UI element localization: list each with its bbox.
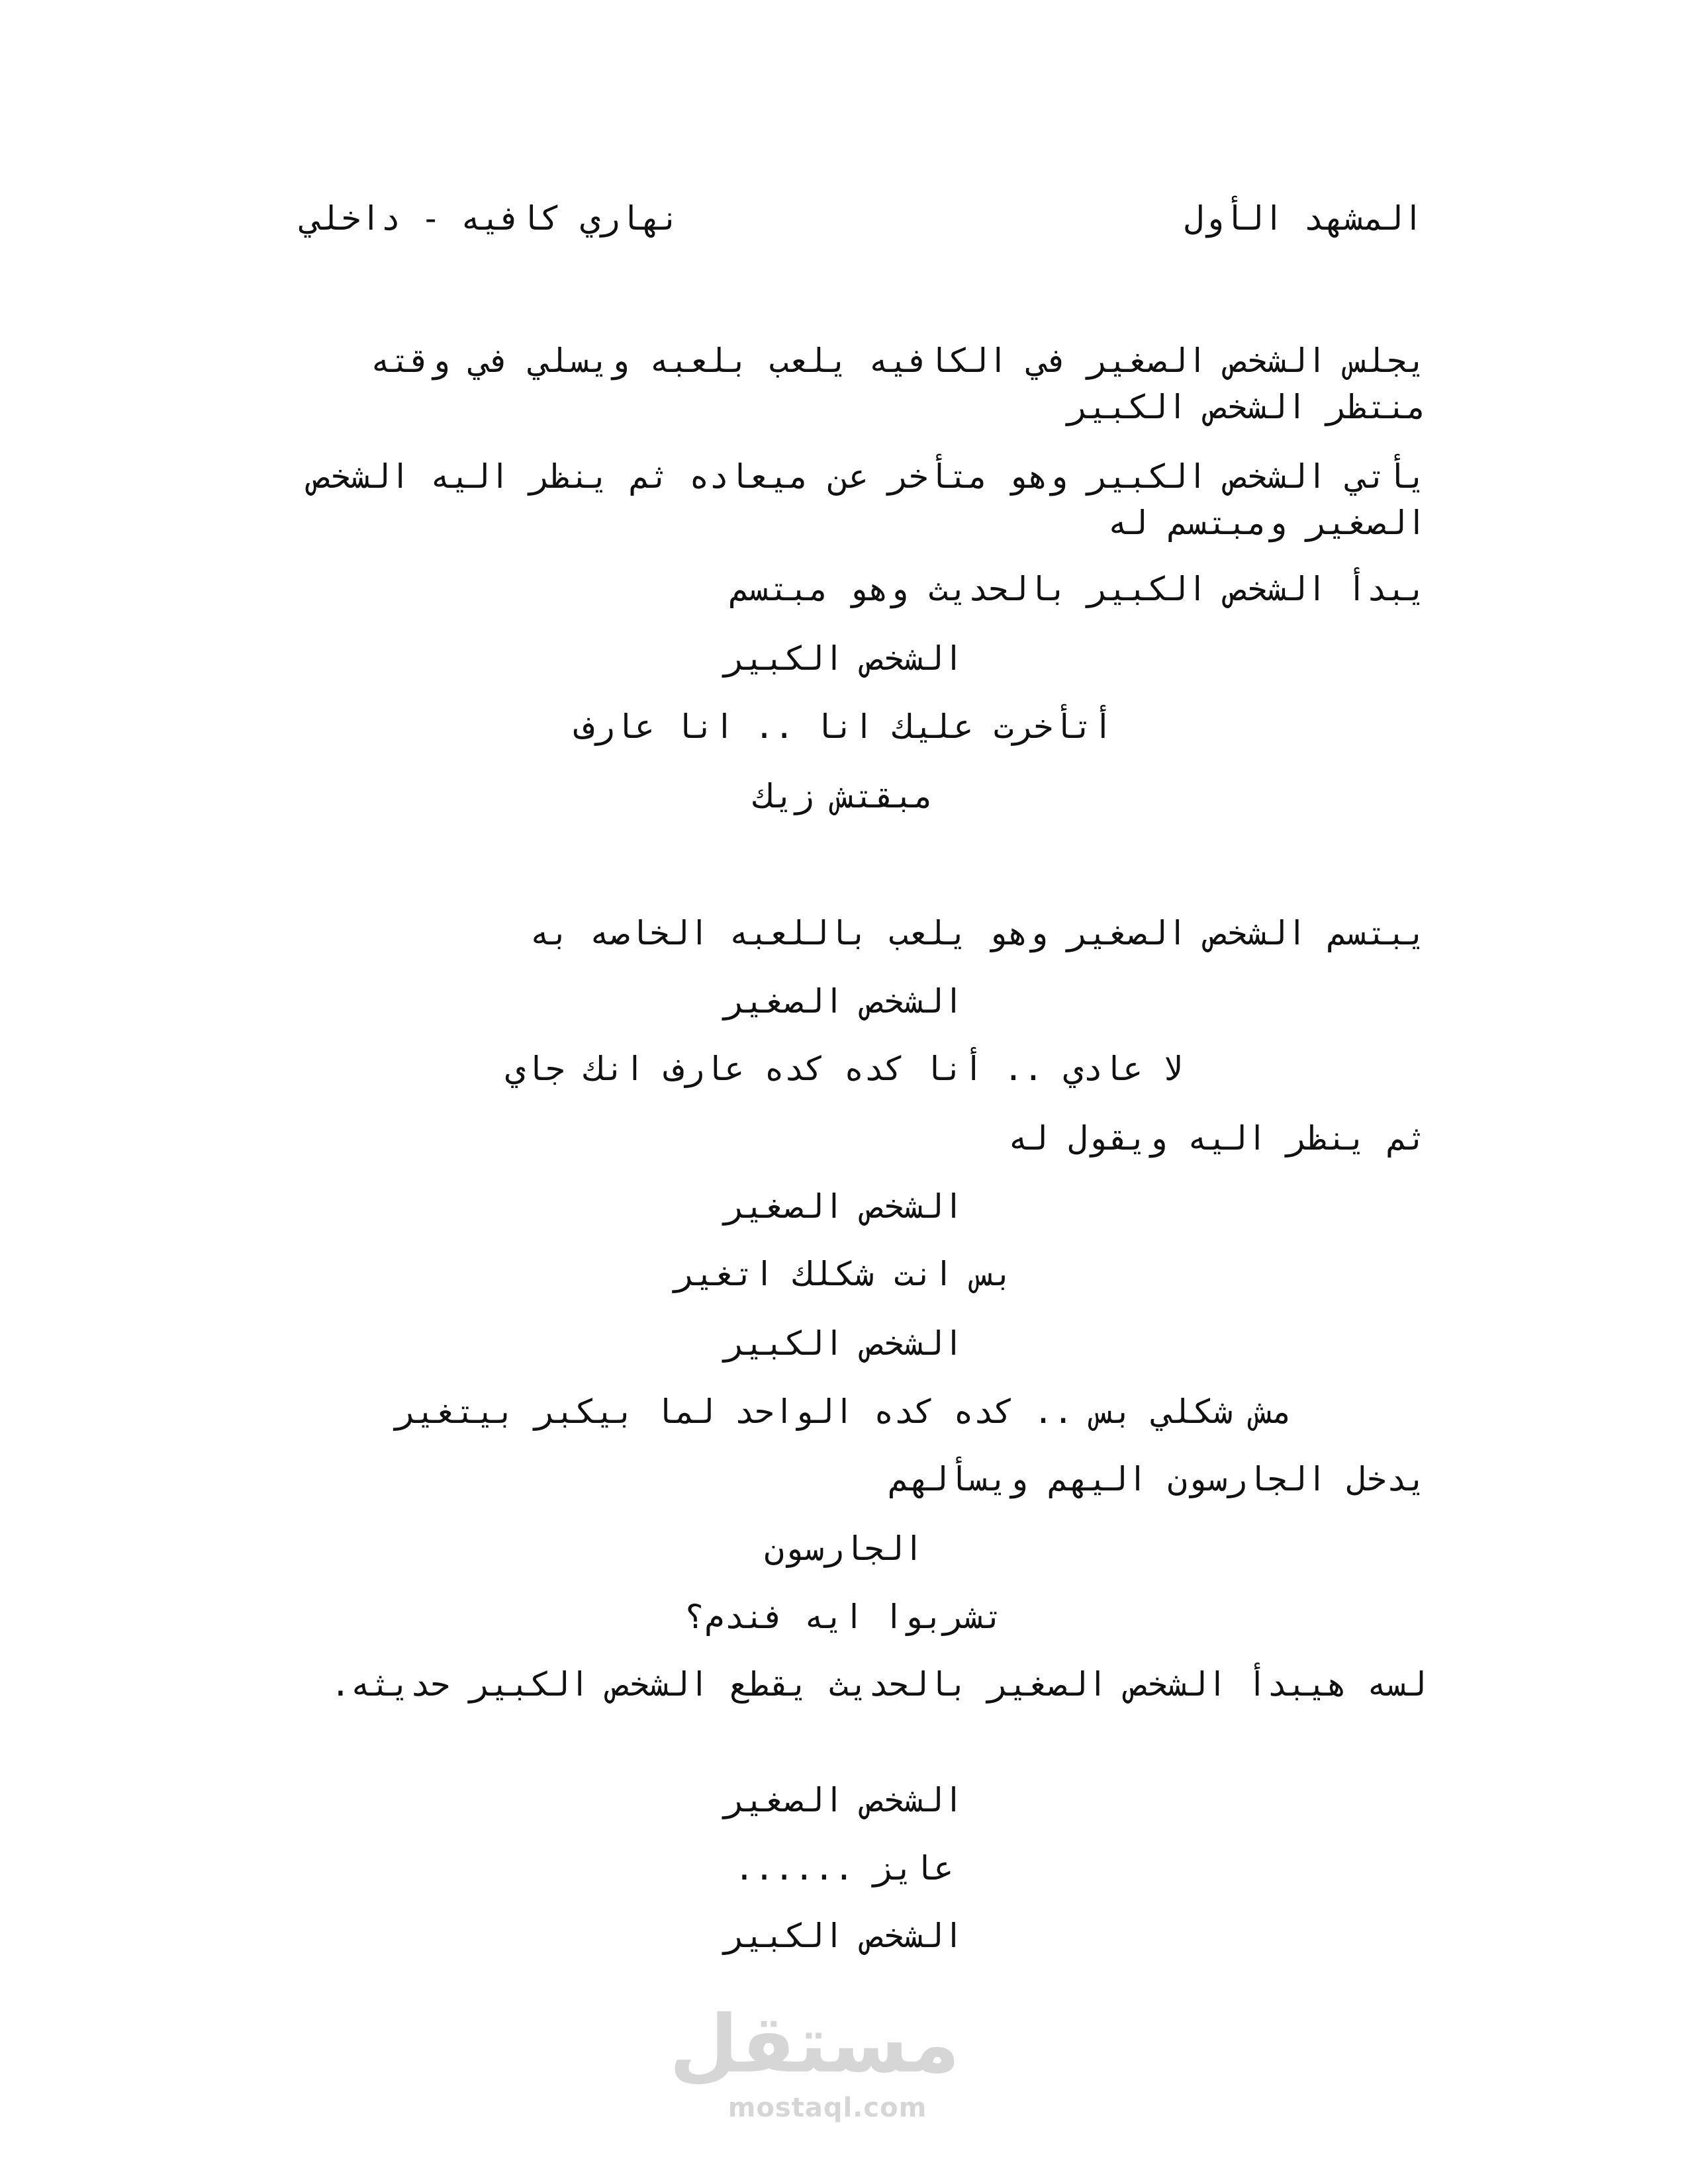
watermark-logo: مستقل [669,1999,960,2091]
dialogue-line: أتأخرت عليك انا .. انا عارف [575,707,1113,746]
scene-location: نهاري كافيه - داخلي [301,199,680,238]
watermark-url: mostaql.com [727,2093,927,2123]
character-name: الشخص الكبير [724,639,964,678]
action-line: ثم ينظر اليه ويقول له [1008,1119,1427,1158]
character-name: الشخص الكبير [724,1324,964,1363]
dialogue-line: مش شكلي بس .. كده كده الواحد لما بيكبر بيتغير [395,1392,1293,1431]
action-line: يأتي الشخص الكبير وهو متأخر عن ميعاده ثم ينظر اليه الشخص الصغير ومبتسم له [310,457,1427,542]
action-line: يبتسم الشخص الصغير وهو يلعب باللعبه الخاصه به [530,914,1427,952]
character-name: الشخص الصغير [724,982,964,1021]
action-line: لسه هيبدأ الشخص الصغير بالحديث يقطع الشخص الكبير حديثه. [330,1665,1427,1704]
action-line: يدخل الجارسون اليهم ويسألهم [888,1460,1427,1498]
character-name: الشخص الكبير [724,1917,964,1955]
character-name: الشخص الصغير [724,1187,964,1226]
character-name: الجارسون [764,1529,924,1568]
dialogue-line: مبقتش زيك [754,777,934,815]
dialogue-line: تشربوا ايه فندم؟ [684,1598,1004,1636]
action-line: يبدأ الشخص الكبير بالحديث وهو مبتسم [729,570,1427,608]
dialogue-line: عايز ...... [734,1849,954,1888]
character-name: الشخص الصغير [724,1781,964,1819]
dialogue-line: بس انت شكلك اتغير [675,1255,1013,1293]
dialogue-line: لا عادي .. أنا كده كده عارف انك جاي [505,1050,1183,1088]
action-line: يجلس الشخص الصغير في الكافيه يلعب بلعبه ويسلي في وقته منتظر الشخص الكبير [370,341,1427,426]
watermark [669,1999,960,2138]
scene-number: المشهد الأول [1184,199,1423,238]
